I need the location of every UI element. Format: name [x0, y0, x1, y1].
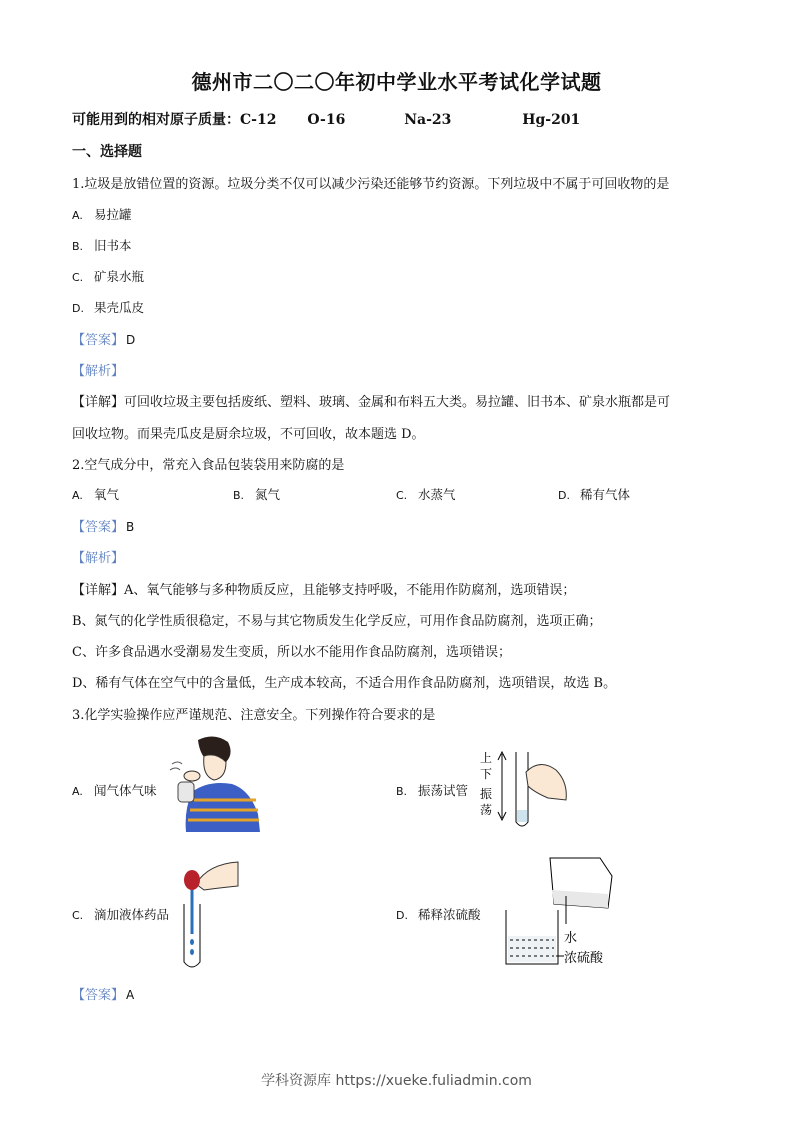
q1-option-b: B. 旧书本: [72, 238, 132, 253]
q3-option-c: C. 滴加液体药品: [72, 907, 170, 922]
q2-detail-a: 【详解】A、氧气能够与多种物质反应，且能够支持呼吸，不能用作防腐剂，选项错误；: [72, 583, 576, 598]
figure-shake-tube: [476, 748, 572, 832]
q2-analysis-label: 【解析】: [72, 551, 125, 566]
q2-stem: 2.空气成分中，常充入食品包装袋用来防腐的是: [72, 458, 345, 473]
q2-option-c: C. 水蒸气: [396, 487, 456, 502]
q2-option-d: D. 稀有气体: [558, 487, 631, 502]
figure-b-label-2: 下: [480, 767, 493, 781]
q1-analysis-label: 【解析】: [72, 364, 125, 379]
q1-option-c: C. 矿泉水瓶: [72, 269, 145, 284]
footer-watermark: 学科资源库 https://xueke.fuliadmin.com: [261, 1073, 532, 1089]
mass-hg: Hg-201: [522, 112, 581, 128]
q3-option-d: D. 稀释浓硫酸: [396, 907, 481, 922]
q2-option-a: A. 氧气: [72, 487, 120, 502]
figure-drop-liquid: [178, 860, 240, 970]
q3-option-b: B. 振荡试管: [396, 783, 469, 798]
q1-detail-line1: 【详解】可回收垃圾主要包括废纸、塑料、玻璃、金属和布料五大类。易拉罐、旧书本、矿泉水瓶都是可: [72, 395, 671, 410]
figure-dilute-acid: [500, 850, 618, 970]
q2-answer: 【答案】 B: [72, 520, 135, 535]
section-heading: 一、选择题: [72, 144, 142, 160]
q2-option-b: B. 氮气: [233, 487, 281, 502]
q1-stem: 1.垃圾是放错位置的资源。垃圾分类不仅可以减少污染还能够节约资源。下列垃圾中不属于可回收物的是: [72, 177, 670, 192]
q3-answer: 【答案】 A: [72, 988, 135, 1003]
page-title: 德州市二〇二〇年初中学业水平考试化学试题: [191, 70, 602, 94]
q1-option-d: D. 果壳瓜皮: [72, 300, 145, 315]
figure-d-acid-label: 浓硫酸: [564, 951, 604, 966]
q2-detail-c: C、许多食品遇水受潮易发生变质，所以水不能用作食品防腐剂，选项错误；: [72, 645, 511, 660]
q1-answer: 【答案】 D: [72, 333, 136, 348]
figure-smell-gas: [168, 734, 263, 834]
figure-b-label-3: 振: [480, 787, 493, 801]
q1-detail-line2: 回收垃物。而果壳瓜皮是厨余垃圾，不可回收，故本题选 D。: [72, 427, 425, 442]
mass-na: Na-23: [404, 112, 452, 128]
q3-option-a: A. 闻气体气味: [72, 783, 157, 798]
q2-detail-b: B、氮气的化学性质很稳定，不易与其它物质发生化学反应，可用作食品防腐剂，选项正确；: [72, 614, 602, 629]
mass-o: O-16: [307, 112, 346, 128]
atomic-masses: [72, 109, 580, 129]
mass-label: 可能用到的相对原子质量：C-12: [72, 112, 277, 128]
q3-stem: 3.化学实验操作应严谨规范、注意安全。下列操作符合要求的是: [72, 708, 436, 723]
q1-option-a: A. 易拉罐: [72, 207, 132, 222]
q2-detail-d: D、稀有气体在空气中的含量低，生产成本较高，不适合用作食品防腐剂，选项错误，故选 B。: [72, 676, 617, 691]
figure-d-water-label: 水: [564, 931, 578, 946]
figure-b-label-4: 荡: [480, 803, 493, 817]
figure-b-label-1: 上: [480, 751, 493, 765]
